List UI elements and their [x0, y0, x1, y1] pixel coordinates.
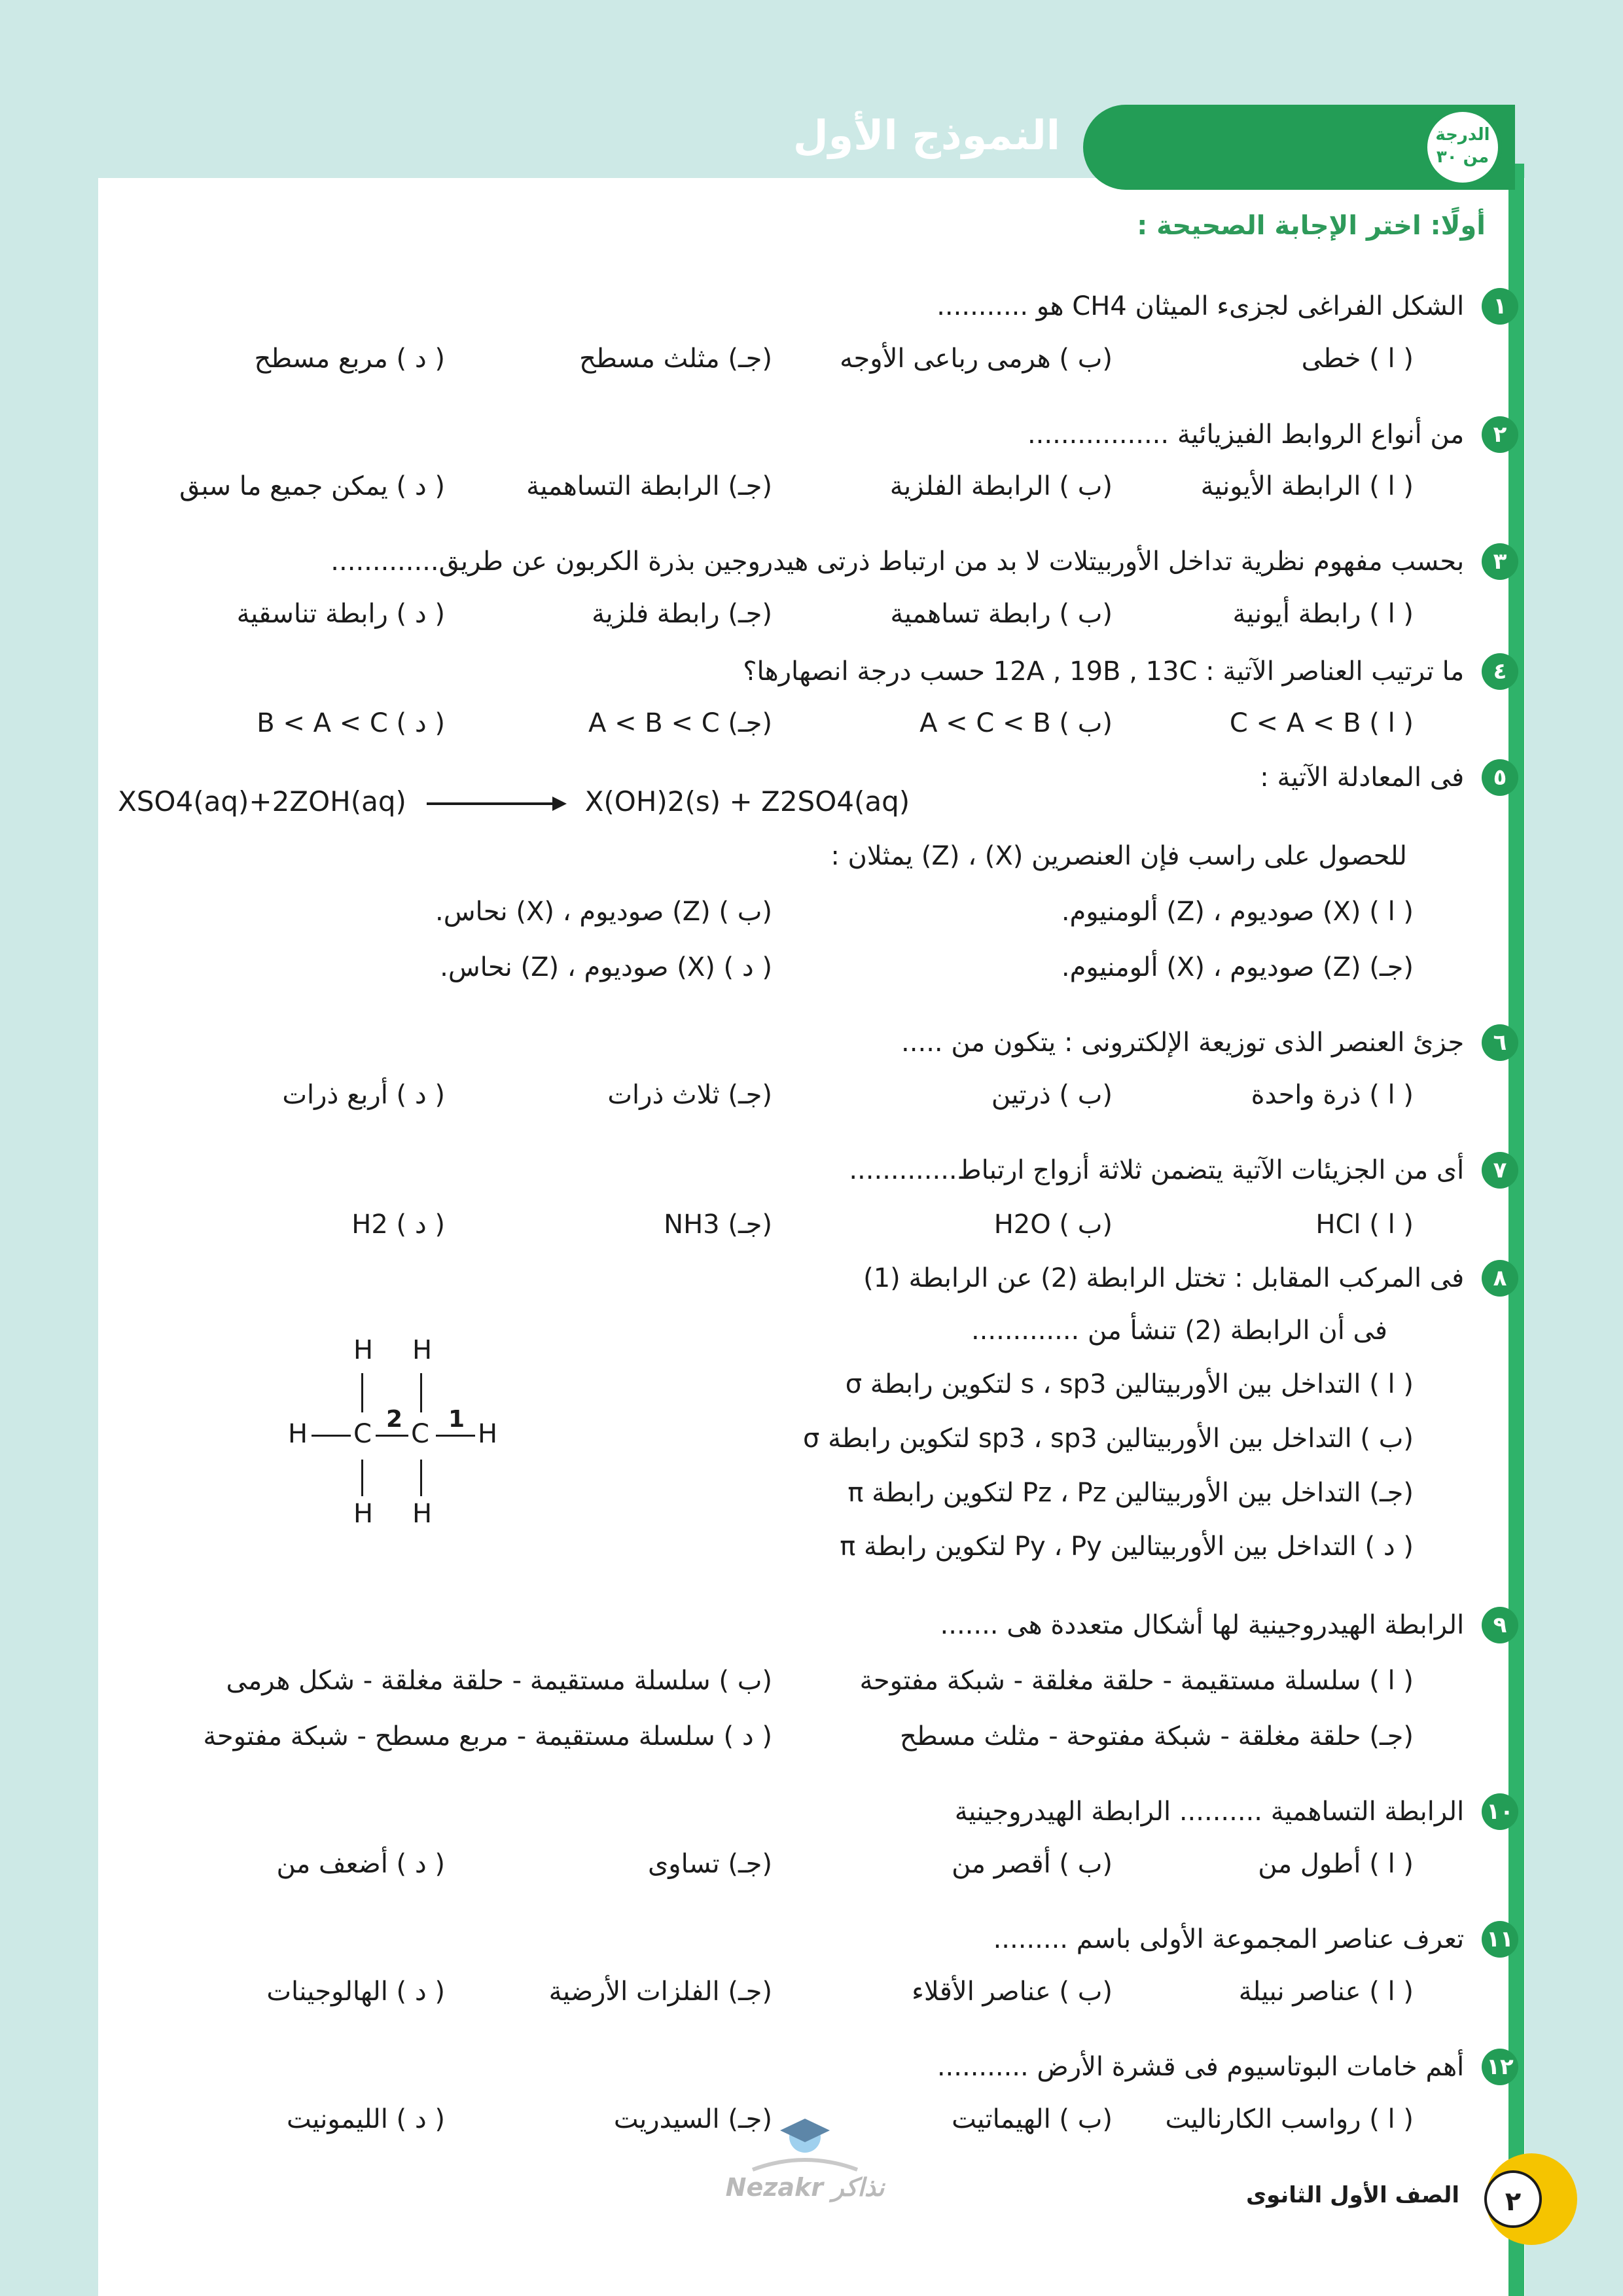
bond-line	[376, 1435, 408, 1437]
atom-c: C	[411, 1419, 429, 1449]
option-a[interactable]: ( ا ) عناصر نبيلة	[1238, 1977, 1414, 2007]
section-heading: أولًا: اختر الإجابة الصحيحة :	[1137, 211, 1486, 241]
option-d[interactable]: ( د ) التداخل بين الأوربيتالين Py ، Py لتكوين رابطة π	[840, 1532, 1414, 1562]
option-a[interactable]: ( ا ) أطول من	[1258, 1849, 1414, 1879]
option-d[interactable]: ( د ) B < A < C	[257, 708, 445, 738]
equation-reactants: XSO4(aq)+2ZOH(aq)	[118, 785, 406, 817]
question-11	[993, 1921, 1518, 1958]
option-a[interactable]: ( ا ) (X) صوديوم ، (Z) ألومنيوم.	[1061, 897, 1414, 927]
bond-label-2: 2	[386, 1406, 403, 1433]
grade-level: الصف الأول الثانوى	[1245, 2182, 1459, 2208]
option-a[interactable]: ( ا ) التداخل بين الأوربيتالين s ، sp3 لتكوين رابطة σ	[845, 1369, 1414, 1399]
option-a[interactable]: ( ا ) سلسلة مستقيمة - حلقة مغلقة - شبكة مفتوحة	[859, 1666, 1414, 1696]
atom-h: H	[412, 1499, 433, 1529]
bond-line	[420, 1373, 422, 1412]
question-text: أهم خامات البوتاسيوم فى قشرة الأرض ...........	[936, 2052, 1465, 2082]
bond-line	[420, 1460, 422, 1496]
option-b[interactable]: (ب ) هرمى رباعى الأوجه	[840, 344, 1113, 374]
option-a[interactable]: ( ا ) رابطة أيونية	[1232, 599, 1414, 629]
option-b[interactable]: (ب ) (Z) صوديوم ، (X) نحاس.	[435, 897, 772, 927]
option-a[interactable]: ( ا ) C < A < B	[1229, 708, 1414, 738]
question-number: ٣	[1482, 543, 1518, 580]
option-c[interactable]: (جـ) الرابطة التساهمية	[526, 471, 772, 501]
question-text: من أنواع الروابط الفيزيائية .................	[1027, 420, 1465, 450]
logo-text: Nezakr نذاكر	[725, 2173, 885, 2202]
option-c[interactable]: (جـ) حلقة مغلقة - شبكة مفتوحة - مثلث مسطح	[900, 1721, 1414, 1751]
bond-line	[312, 1435, 351, 1437]
question-number: ٢	[1482, 416, 1518, 453]
grade-label: الدرجة	[1435, 125, 1490, 145]
option-d[interactable]: ( د ) H2	[351, 1210, 445, 1240]
question-text: جزئ العنصر الذى توزيعة الإلكترونى : يتكون من .....	[901, 1028, 1465, 1058]
question-number: ٤	[1482, 653, 1518, 690]
question-9	[940, 1607, 1518, 1643]
option-a[interactable]: ( ا ) الرابطة الأيونية	[1200, 471, 1414, 501]
question-text: فى المعادلة الآتية :	[1260, 762, 1465, 793]
option-d[interactable]: ( د ) يمكن جميع ما سبق	[179, 471, 445, 501]
option-b[interactable]: (ب ) الرابطة الفلزية	[889, 471, 1113, 501]
question-number: ٩	[1482, 1607, 1518, 1643]
option-c[interactable]: (جـ) تساوى	[648, 1849, 772, 1879]
option-a[interactable]: ( ا ) رواسب الكارناليت	[1165, 2104, 1414, 2134]
option-d[interactable]: ( د ) الهالوجينات	[266, 1977, 445, 2007]
option-d[interactable]: ( د ) مربع مسطح	[254, 344, 445, 374]
question-number: ٧	[1482, 1152, 1518, 1189]
question-text: الرابطة التساهمية .......... الرابطة الهيدروجينية	[954, 1797, 1465, 1827]
atom-c: C	[353, 1419, 372, 1449]
grade-badge	[1423, 108, 1502, 187]
option-b[interactable]: (ب ) أقصر من	[952, 1849, 1113, 1879]
question-5	[1260, 759, 1518, 796]
question-number: ١	[1482, 288, 1518, 325]
bond-line	[361, 1460, 363, 1496]
option-d[interactable]: ( د ) أربع ذرات	[282, 1080, 445, 1110]
option-c[interactable]: (جـ) السيدريت	[613, 2104, 772, 2134]
option-c[interactable]: (جـ) الفلزات الأرضية	[548, 1977, 772, 2007]
bond-line	[436, 1435, 475, 1437]
option-b[interactable]: (ب ) ذرتين	[991, 1080, 1113, 1110]
question-10	[955, 1793, 1518, 1830]
question-text: فى المركب المقابل : تختل الرابطة (2) عن الرابطة (1)	[863, 1263, 1465, 1293]
option-d[interactable]: ( د ) (X) صوديوم ، (Z) نحاس.	[440, 952, 772, 982]
question-12	[937, 2049, 1518, 2085]
question-2	[1027, 416, 1518, 453]
question-number: ٦	[1482, 1024, 1518, 1061]
equation-products: X(OH)2(s) + Z2SO4(aq)	[584, 785, 910, 817]
atom-h: H	[288, 1419, 308, 1449]
question-5-stem: للحصول على راسب فإن العنصرين (X) ، (Z) يمثلان :	[830, 841, 1407, 871]
option-c[interactable]: (جـ) NH3	[664, 1210, 772, 1240]
option-b[interactable]: (ب ) رابطة تساهمية	[890, 599, 1113, 629]
page-title: النموذج الأول	[793, 111, 1060, 159]
question-7	[849, 1152, 1518, 1189]
option-d[interactable]: ( د ) سلسلة مستقيمة - مربع مسطح - شبكة مفتوحة	[203, 1721, 772, 1751]
question-number: ٥	[1482, 759, 1518, 796]
option-b[interactable]: (ب ) سلسلة مستقيمة - حلقة مغلقة - شكل هرمى	[226, 1666, 772, 1696]
question-number: ١١	[1482, 1921, 1518, 1958]
reaction-arrow	[427, 802, 564, 805]
option-c[interactable]: (جـ) A < B < C	[588, 708, 772, 738]
question-text: بحسب مفهوم نظرية تداخل الأوربيتلات لا بد من ارتباط ذرتى هيدروجين بذرة الكربون عن طريق.............	[330, 547, 1465, 577]
question-6	[901, 1024, 1518, 1061]
bond-label-1: 1	[448, 1406, 465, 1433]
atom-h: H	[353, 1335, 374, 1365]
question-number: ١٠	[1482, 1793, 1518, 1830]
question-1	[936, 288, 1518, 325]
question-text: أى من الجزيئات الآتية يتضمن ثلاثة أزواج ارتباط.............	[849, 1155, 1465, 1185]
question-text: ما ترتيب العناصر الآتية : 12A , 19B , 13C حسب درجة انصهارها؟	[743, 656, 1465, 687]
atom-h: H	[412, 1335, 433, 1365]
option-c[interactable]: (جـ) ثلاث ذرات	[607, 1080, 772, 1110]
option-d[interactable]: ( د ) الليمونيت	[286, 2104, 445, 2134]
option-a[interactable]: ( ا ) ذرة واحدة	[1251, 1080, 1414, 1110]
question-8	[863, 1260, 1518, 1297]
option-b[interactable]: (ب ) H2O	[993, 1210, 1113, 1240]
question-number: ١٢	[1482, 2049, 1518, 2085]
option-d[interactable]: ( د ) أضعف من	[276, 1849, 445, 1879]
ethane-structure	[288, 1335, 504, 1545]
option-b[interactable]: (ب ) A < C < B	[919, 708, 1113, 738]
grade-total: من ٣٠	[1436, 147, 1489, 167]
nezakr-logo	[720, 2111, 890, 2209]
question-text: الرابطة الهيدروجينية لها أشكال متعددة هى .......	[940, 1610, 1465, 1640]
option-c[interactable]: (جـ) التداخل بين الأوربيتالين Pz ، Pz لتكوين رابطة π	[847, 1478, 1414, 1508]
question-text: تعرف عناصر المجموعة الأولى باسم .........	[993, 1924, 1465, 1954]
option-c[interactable]: (جـ) رابطة فلزية	[592, 599, 772, 629]
option-a[interactable]: ( ا ) خطى	[1301, 344, 1414, 374]
question-8-stem: فى أن الرابطة (2) تنشأ من .............	[971, 1316, 1387, 1346]
page-number: ٢	[1484, 2170, 1542, 2228]
question-text: الشكل الفراغى لجزىء الميثان CH4 هو ...........	[936, 291, 1465, 321]
side-rail	[1508, 164, 1524, 2296]
option-b[interactable]: (ب ) التداخل بين الأوربيتالين sp3 ، sp3 لتكوين رابطة σ	[803, 1424, 1414, 1454]
atom-h: H	[353, 1499, 374, 1529]
option-d[interactable]: ( د ) رابطة تناسقية	[236, 599, 445, 629]
question-4	[743, 653, 1518, 690]
graduate-cap-icon	[720, 2111, 890, 2176]
question-number: ٨	[1482, 1260, 1518, 1297]
option-b[interactable]: (ب ) الهيماتيت	[952, 2104, 1113, 2134]
option-c[interactable]: (جـ) مثلث مسطح	[579, 344, 772, 374]
option-b[interactable]: (ب ) عناصر الأقلاء	[912, 1977, 1113, 2007]
question-3	[330, 543, 1518, 580]
chemical-equation	[118, 785, 910, 817]
option-c[interactable]: (جـ) (Z) صوديوم ، (X) ألومنيوم.	[1061, 952, 1414, 982]
bond-line	[361, 1373, 363, 1412]
atom-h: H	[478, 1419, 498, 1449]
option-a[interactable]: ( ا ) HCl	[1315, 1210, 1414, 1240]
